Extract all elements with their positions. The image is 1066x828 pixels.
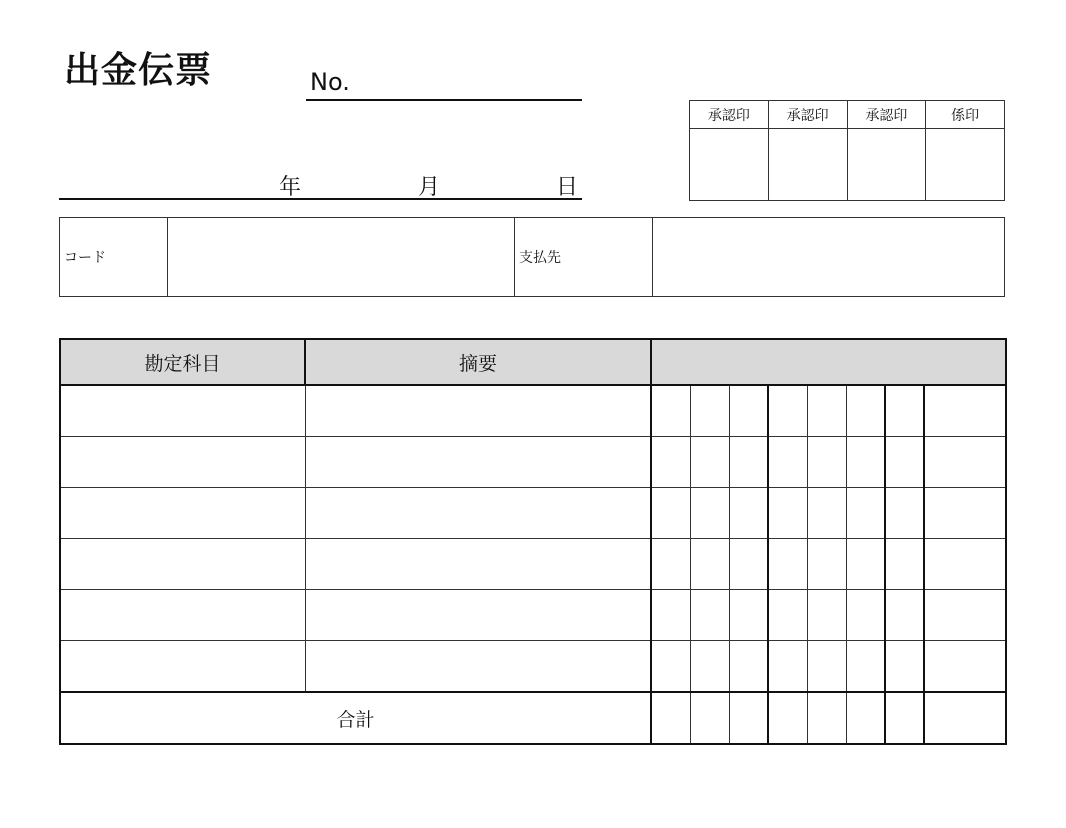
payee-label: 支払先 <box>515 218 653 297</box>
amount-digit-cell[interactable] <box>846 437 885 488</box>
account-cell[interactable] <box>60 385 305 437</box>
summary-cell[interactable] <box>305 385 651 437</box>
total-digit-cell[interactable] <box>768 692 807 744</box>
summary-cell[interactable] <box>305 437 651 488</box>
ledger-row <box>60 488 1006 539</box>
amount-digit-cell[interactable] <box>846 488 885 539</box>
amount-digit-cell[interactable] <box>807 488 846 539</box>
total-last-cell[interactable] <box>924 692 1006 744</box>
amount-last-cell[interactable] <box>924 539 1006 590</box>
ledger-row <box>60 539 1006 590</box>
amount-digit-cell[interactable] <box>690 641 729 693</box>
summary-cell[interactable] <box>305 539 651 590</box>
amount-digit-cell[interactable] <box>651 590 690 641</box>
ledger-row <box>60 385 1006 437</box>
total-digit-cell[interactable] <box>807 692 846 744</box>
total-label: 合計 <box>60 692 651 744</box>
amount-digit-cell[interactable] <box>768 488 807 539</box>
amount-digit-cell[interactable] <box>729 437 768 488</box>
ledger-row <box>60 590 1006 641</box>
amount-digit-cell[interactable] <box>690 385 729 437</box>
amount-digit-cell[interactable] <box>651 488 690 539</box>
payee-field[interactable] <box>653 218 1005 297</box>
ledger-row <box>60 437 1006 488</box>
amount-digit-cell[interactable] <box>768 437 807 488</box>
date-line[interactable] <box>59 198 582 200</box>
summary-header: 摘要 <box>305 339 651 385</box>
amount-digit-cell[interactable] <box>651 385 690 437</box>
amount-last-cell[interactable] <box>924 488 1006 539</box>
ledger-table <box>59 338 1007 745</box>
total-digit-cell[interactable] <box>729 692 768 744</box>
voucher-number-line[interactable] <box>306 99 582 101</box>
account-cell[interactable] <box>60 539 305 590</box>
summary-cell[interactable] <box>305 488 651 539</box>
total-digit-cell[interactable] <box>846 692 885 744</box>
amount-digit-cell[interactable] <box>885 385 924 437</box>
summary-cell[interactable] <box>305 590 651 641</box>
amount-digit-cell[interactable] <box>885 488 924 539</box>
amount-digit-cell[interactable] <box>846 590 885 641</box>
date-year-label: 年 <box>279 175 302 200</box>
amount-last-cell[interactable] <box>924 590 1006 641</box>
code-field[interactable] <box>168 218 515 297</box>
ledger-body <box>60 385 1006 692</box>
summary-cell[interactable] <box>305 641 651 693</box>
total-digit-cell[interactable] <box>690 692 729 744</box>
amount-digit-cell[interactable] <box>885 437 924 488</box>
amount-digit-cell[interactable] <box>768 539 807 590</box>
approval-stamp-box-1[interactable] <box>690 129 769 201</box>
amount-digit-cell[interactable] <box>807 539 846 590</box>
amount-digit-cell[interactable] <box>768 641 807 693</box>
total-row <box>60 692 1006 744</box>
amount-digit-cell[interactable] <box>729 488 768 539</box>
amount-digit-cell[interactable] <box>768 385 807 437</box>
amount-digit-cell[interactable] <box>651 641 690 693</box>
amount-digit-cell[interactable] <box>846 385 885 437</box>
amount-last-cell[interactable] <box>924 437 1006 488</box>
date-day-label: 日 <box>556 175 579 200</box>
total-digit-cell[interactable] <box>651 692 690 744</box>
amount-digit-cell[interactable] <box>846 539 885 590</box>
account-header: 勘定科目 <box>60 339 305 385</box>
amount-digit-cell[interactable] <box>885 590 924 641</box>
amount-header <box>651 339 1006 385</box>
amount-digit-cell[interactable] <box>807 641 846 693</box>
amount-digit-cell[interactable] <box>729 385 768 437</box>
voucher-title: 出金伝票 <box>64 50 213 91</box>
date-month-label: 月 <box>418 175 441 200</box>
clerk-stamp-box[interactable] <box>926 129 1005 201</box>
amount-digit-cell[interactable] <box>690 539 729 590</box>
account-cell[interactable] <box>60 488 305 539</box>
approval-label-1: 承認印 <box>690 101 769 129</box>
amount-digit-cell[interactable] <box>729 641 768 693</box>
total-digit-cell[interactable] <box>885 692 924 744</box>
account-cell[interactable] <box>60 437 305 488</box>
ledger-row <box>60 641 1006 693</box>
voucher-number-label: No. <box>310 68 350 96</box>
approval-stamp-box-3[interactable] <box>847 129 926 201</box>
clerk-stamp-label: 係印 <box>926 101 1005 129</box>
amount-digit-cell[interactable] <box>729 539 768 590</box>
amount-digit-cell[interactable] <box>690 590 729 641</box>
amount-digit-cell[interactable] <box>807 590 846 641</box>
code-label: コード <box>60 218 168 297</box>
account-cell[interactable] <box>60 590 305 641</box>
amount-digit-cell[interactable] <box>846 641 885 693</box>
amount-digit-cell[interactable] <box>729 590 768 641</box>
amount-digit-cell[interactable] <box>768 590 807 641</box>
approval-label-2: 承認印 <box>768 101 847 129</box>
amount-digit-cell[interactable] <box>807 437 846 488</box>
amount-digit-cell[interactable] <box>651 437 690 488</box>
amount-digit-cell[interactable] <box>885 641 924 693</box>
amount-last-cell[interactable] <box>924 385 1006 437</box>
amount-digit-cell[interactable] <box>885 539 924 590</box>
amount-digit-cell[interactable] <box>690 488 729 539</box>
amount-last-cell[interactable] <box>924 641 1006 693</box>
code-payee-table <box>59 217 1005 297</box>
approval-label-3: 承認印 <box>847 101 926 129</box>
amount-digit-cell[interactable] <box>651 539 690 590</box>
approval-stamp-box-2[interactable] <box>768 129 847 201</box>
account-cell[interactable] <box>60 641 305 693</box>
approval-stamp-table <box>689 100 1005 201</box>
amount-digit-cell[interactable] <box>690 437 729 488</box>
ledger-header-row <box>60 339 1006 385</box>
amount-digit-cell[interactable] <box>807 385 846 437</box>
